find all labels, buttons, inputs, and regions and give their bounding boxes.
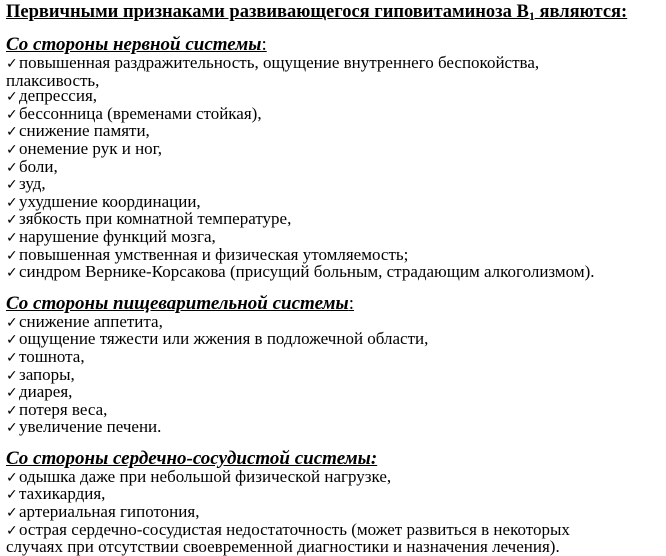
title-text: Первичными признаками развивающегося гиповитаминоза В <box>6 2 529 22</box>
checkmark-icon: ✓ <box>6 194 18 211</box>
section-1 <box>6 294 662 437</box>
checkmark-icon: ✓ <box>6 89 18 106</box>
list-item <box>6 419 662 437</box>
section-2 <box>6 449 662 555</box>
list-item-text: диарея, <box>19 382 73 402</box>
section-heading <box>6 449 662 469</box>
checkmark-icon: ✓ <box>6 141 18 158</box>
checkmark-icon: ✓ <box>6 159 18 176</box>
section-heading-text: Со стороны сердечно-сосудистой системы: <box>6 447 378 469</box>
sections-container <box>6 35 662 555</box>
checkmark-icon: ✓ <box>6 177 18 194</box>
list-item <box>6 364 662 385</box>
checkmark-icon: ✓ <box>6 402 18 419</box>
section-heading <box>6 294 662 314</box>
symptom-list <box>6 55 662 282</box>
checkmark-icon: ✓ <box>6 487 18 504</box>
checkmark-icon: ✓ <box>6 420 18 437</box>
checkmark-icon: ✓ <box>6 349 18 366</box>
checkmark-icon: ✓ <box>6 522 18 539</box>
list-item <box>6 138 662 159</box>
title-subscript: 1 <box>528 9 535 23</box>
list-item-text: синдром Вернике-Корсакова (присущий больным, страдающим алкоголизмом). <box>19 262 595 282</box>
checkmark-icon: ✓ <box>6 505 18 522</box>
list-item-text: потеря веса, <box>19 399 108 419</box>
checkmark-icon: ✓ <box>6 56 18 72</box>
checkmark-icon: ✓ <box>6 469 18 486</box>
list-item-text: запоры, <box>19 364 75 384</box>
checkmark-icon: ✓ <box>6 247 18 264</box>
list-item-text: депрессия, <box>19 86 98 106</box>
checkmark-icon: ✓ <box>6 229 18 246</box>
checkmark-icon: ✓ <box>6 212 18 229</box>
title-suffix: являются: <box>534 2 628 22</box>
checkmark-icon: ✓ <box>6 367 18 384</box>
section-heading-text: Со стороны нервной системы <box>6 34 262 55</box>
list-item-text: боли, <box>19 156 58 176</box>
checkmark-icon: ✓ <box>6 265 18 282</box>
list-item <box>6 346 662 367</box>
list-item-text: повышенная раздражительность, ощущение внутреннего беспокойства, плаксивость, <box>6 53 540 90</box>
list-item-text: ухудшение координации, <box>19 191 201 211</box>
checkmark-icon: ✓ <box>6 124 18 141</box>
checkmark-icon: ✓ <box>6 314 18 331</box>
document-page <box>6 1 662 555</box>
checkmark-icon: ✓ <box>6 106 18 123</box>
list-item-text: снижение памяти, <box>19 121 150 141</box>
list-item-text: онемение рук и ног, <box>19 138 162 158</box>
list-item <box>6 264 662 282</box>
section-0 <box>6 35 662 282</box>
checkmark-icon: ✓ <box>6 385 18 402</box>
section-heading-colon: : <box>348 292 355 314</box>
list-item <box>6 331 662 349</box>
list-item <box>6 156 662 177</box>
symptom-list <box>6 311 662 437</box>
list-item-text: зябкость при комнатной температуре, <box>19 209 292 229</box>
list-item-text: одышка даже при небольшой физической нагрузке, <box>19 466 392 486</box>
list-item-text: тахикардия, <box>19 484 106 504</box>
list-item-text: ощущение тяжести или жжения в подложечной области, <box>19 329 429 349</box>
list-item <box>6 55 662 88</box>
section-heading-text: Со стороны пищеварительной системы <box>6 292 349 314</box>
list-item-text: артериальная гипотония, <box>19 502 200 522</box>
list-item-text: тошнота, <box>19 346 85 366</box>
list-item-text: зуд, <box>19 174 46 194</box>
checkmark-icon: ✓ <box>6 332 18 349</box>
section-heading <box>6 35 662 55</box>
list-item-text: острая сердечно-сосудистая недостаточность (может развиться в некоторых случаях при отсутствии своевременной диагностики и назначения лечения). <box>6 519 570 556</box>
document-title <box>6 1 662 23</box>
symptom-list <box>6 466 662 556</box>
list-item-text: снижение аппетита, <box>19 311 163 331</box>
list-item-text: нарушение функций мозга, <box>19 226 216 246</box>
section-heading-colon: : <box>261 34 267 55</box>
list-item <box>6 519 662 556</box>
list-item-text: увеличение печени. <box>19 417 162 437</box>
list-item-text: повышенная умственная и физическая утомляемость; <box>19 244 409 264</box>
list-item-text: бессонница (временами стойкая), <box>19 103 262 123</box>
